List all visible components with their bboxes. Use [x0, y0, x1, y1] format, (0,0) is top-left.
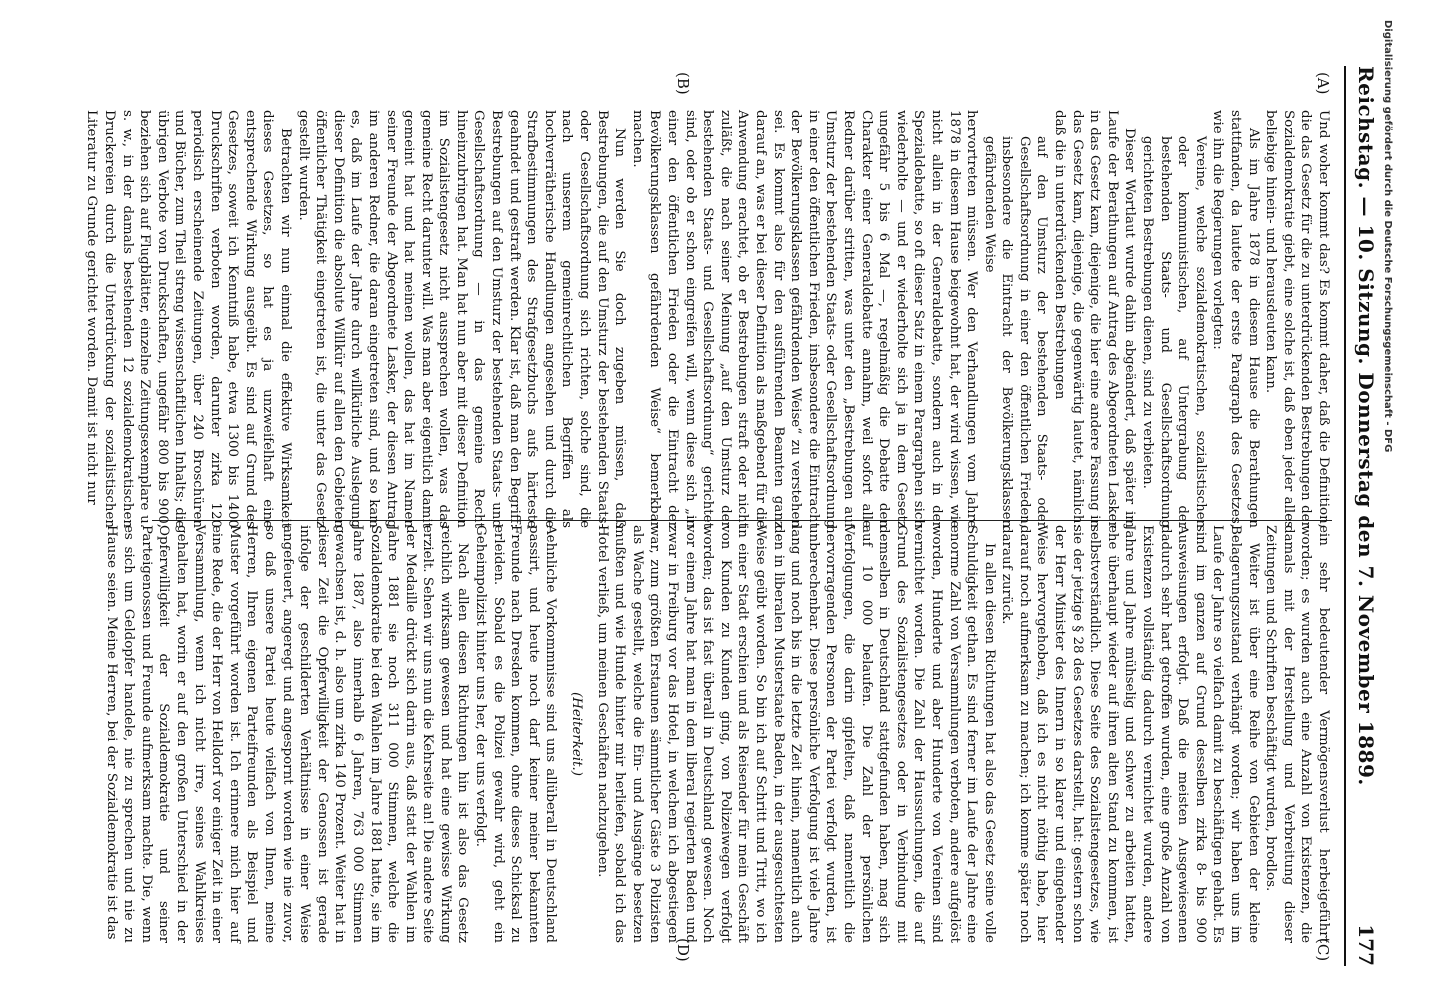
margin-marker-d: (D): [674, 938, 692, 962]
margin-marker-a: (A): [1314, 72, 1332, 95]
paragraph: Aehnliche Vorkommnisse sind uns allüberall in Deutschland passirt, und heute noch darf keiner meiner bekannten Freunde nach Dresden kommen, ohne dieses Schicksal zu erleiden. Sobald es die Polizei gewahr wird, geht ein Geheimpolizist hinter uns her, der uns verfolgt.: [473, 525, 559, 943]
margin-marker-c: (C): [1314, 938, 1332, 962]
paragraph: hervortreten müssen. Wer den Verhandlungen vom Jahre 1878 in diesem Hause beigewohnt hat, der wird wissen, wie nicht allein in der Generaldebatte, sondern auch in der Spezialdebatte, so oft dieser Satz in einem Paragraphen sich wiederholte — und er wiederholte sich ja in dem Gesetz ungefähr 5 bis 6 Mal —, regelmäßig die Debatte den Charakter einer Generaldebatte annahm, weil sofort alle Redner darüber stritten, was unter den „Bestrebungen auf Umsturz der bestehenden Staats- oder Gesellschaftsordnung in einer den öffentlichen Frieden, insbesondere die Eintracht der Bevölkerungsklassen gefährdenden Weise“ zu verstehen sei. Es kommt also für den ausführenden Beamten ganz darauf an, was er bei dieser Definition als maßgebend für die Anwendung erachtet, ob er Bestrebungen straft oder nicht zuläßt, die nach seiner Meinung „auf den Umsturz der bestehenden Staats- und Gesellschaftsordnung“ gerichtet sind, oder ob er schon eingreifen will, wenn diese sich „in einer den öffentlichen Frieden oder die Eintracht der Bevölkerungsklassen gefährdenden Weise“ bemerkbar machen.: [629, 110, 980, 528]
page-number: 177: [1354, 924, 1378, 966]
paragraph: Als im Jahre 1878 in diesem Hause die Berathungen stattfanden, da lautete der erste Paragraph des Gesetzes, wie ihn die Regierungen vorlegten:: [1210, 110, 1261, 528]
paragraph: Und woher kommt das? Es kommt daher, daß die Definition, die das Gesetz für die zu unterdrückenden Bestrebungen der Sozialdemokratie giebt, eine solche ist, daß eben jeder alles beliebige hinein- und herausdeuten kann.: [1263, 110, 1331, 528]
paragraph: In allen diesen Richtungen hat also das Gesetz seine volle Schuldigkeit gethan. Es sind ferner im Laufe der Jahre eine enorme Zahl von Versammlungen verboten, andere aufgelöst worden, Hunderte und aber Hunderte von Vereinen sind vernichtet worden. Die Zahl der Haussuchungen, die auf Grund des Sozialistengesetzes oder in Verbindung mit demselben in Deutschland stattgefunden haben, mag sich auf 10 000 belaufen. Die Zahl der persönlichen Verfolgungen, die darin gipfelten, daß namentlich die hervorragenden Personen der Partei verfolgt wurden, ist unberechenbar. Diese persönliche Verfolgung ist viele Jahre lang und noch bis in die letzte Zeit hinein, namentlich auch den in liberalen Musterstaate Baden, in der ausgesuchtesten Weise geübt worden. So bin ich auf Schritt und Tritt, wo ich in einer Stadt erschien und als Reisender für mein Geschäft von Kunden zu Kunden ging, von Polizeiwegen verfolgt worden; das ist fast überall in Deutschland gewesen. Noch vor einem Jahre hat man in dem liberal regierten Baden und zwar in Freiburg vor das Hotel, in welchem ich abgestiegen war, zum größten Erstaunen sämmtlicher Gäste 3 Polizisten als Wache gestellt, welche die Ein- und Ausgänge besetzen mußten und wie Hunde hinter mir herliefen, sobald ich das Hotel verließ, um meinen Geschäften nachzugehen.: [594, 525, 997, 943]
margin-marker-b: (B): [674, 72, 692, 95]
dfg-credit: [1375, 20, 1393, 820]
left-column: [83, 110, 1332, 528]
paragraph: Nach allen diesen Richtungen hin ist also das Gesetz reichlich wirksam gewesen und hat eine gewisse Wirkung erzielt. Sehen wir uns nun die Kehrseite an! Die andere Seite der Medaille drückt sich darin aus, daß statt der Wahlen im Jahre 1881 sie noch 311 000 Stimmen, welche die Sozialdemokratie bei den Wahlen im Jahre 1881 hatte, sie im Jahre 1887, also innerhalb 6 Jahren, 763 000 Stimmen gewachsen ist, d. h. also um zirka 140 Prozent. Weiter hat in dieser Zeit die Opferwilligkeit der Genossen ist gerade infolge der geschilderten Verhältnisse in einer Weise angefeuert, angeregt und angespornt worden wie nie zuvor, so daß unsere Partei heute vielfach von Ihnen, meine Herren, Ihren eigenen Parteifreunden als Beispiel und Muster vorgeführt worden ist. Ich erinnere mich hier auf eine Rede, die der Herr von Helldorf vor einiger Zeit in einer Versammlung, wenn ich nicht irre, seines Wahlkreises gehalten hat, worin er auf den großen Unterschied in der Opferwilligkeit der Sozialdemokratie und seiner Parteigenossen und Freunde aufmerksam machte. Die, wenn es sich um Geldopfer handele, nie zu sprechen und nie zu Hause seien. Meine Herren, bei der Sozialdemokratie ist das: [103, 525, 471, 943]
paragraph: Dieser Wortlaut wurde dahin abgeändert, daß später im Laufe der Berathungen auf Antrag des Abgeordneten Lasker in das Gesetz kam, diejenige, die hier eine andere Fassung in das Gesetz kam, diejenige, die gegenwärtig lautet, nämlich: daß die in unterdrückenden Bestrebungen: [1052, 110, 1138, 528]
quote: Vereine, welche sozialdemokratischen, sozialistischen oder kommunistischen, auf Untergrabung der bestehenden Staats- und Gesellschaftsordnung gerichteten Bestrebungen dienen, sind zu verbieten.: [1140, 136, 1208, 528]
paragraph: Nun werden Sie doch zugeben müssen, daß Bestrebungen, die auf den Umsturz der bestehenden Staats- oder Gesellschaftsordnung sich richten, solche sind, die nach unserem gemeinrechtlichen Begriffen als hochverrätherische Handlungen angesehen und durch die Strafbestimmungen des Strafgesetzbuchs aufs härteste geahndet und gestraft werden. Klar ist, daß man den Begriff: Bestrebungen auf den Umsturz der bestehenden Staats- und Gesellschaftsordnung — in das gemeine Recht hineinzubringen hat. Man hat nun aber mit dieser Definition im Sozialistengesetz nicht aussprechen wollen, was das gemeine Recht darunter will. Was man aber eigentlich damit gemeint hat und hat meinen wollen, das hat im Namen seiner Freunde der Abgeordnete Lasker, der diesen Antrag im anderen Redner, die daran eingetreten sind, und so kam es, daß im Laufe der Jahre durch willkürliche Auslegung dieser Definition die absolute Willkür auf allen den Gebieten öffentlicher Thätigkeit eingetreten ist, die unter das Gesetz gestellt wurden.: [295, 110, 628, 528]
paragraph: ein sehr bedeutender Vermögensverlust herbeigeführt worden; es wurden auch eine Anzahl von Existenzen, die damals mit der Herstellung und Verbreitung dieser Zeitungen und Schriften beschäftigt wurden, brodlos.: [1263, 525, 1331, 943]
paragraph: Weiter ist über eine Reihe von Gebieten der kleine Belagerungszustand verhängt worden; wir haben uns im Laufe der Jahre so vielfach damit zu beschäftigen gehabt. Es sind im ganzen auf Grund desselben zirka 8- bis 900 Ausweisungen erfolgt. Daß die meisten Ausgewiesenen dadurch sehr hart getroffen wurden, eine große Anzahl von Existenzen vollständig dadurch vernichtet wurden, andere Jahre und Jahre mühselig und schwer zu arbeiten hatten, ehe überhaupt wieder auf ihren alten Stand zu kommen, ist selbstverständlich. Diese Seite des Sozialistengesetzes, wie sie der jetzige § 28 des Gesetzes darstellt, hat: gestern schon der Herr Minister des Innern in so klarer und eingehender Weise hervorgehoben, daß ich es nicht nöthig habe, hier darauf noch aufmerksam zu machen; ich komme später noch darauf zurück.: [999, 525, 1261, 943]
quote: auf den Umsturz der bestehenden Staats- oder Gesellschaftsordnung in einer den öffentlichen Frieden, insbesondere die Eintracht der Bevölkerungsklassen gefährdenden Weise: [981, 136, 1050, 528]
header-title: Reichstag. — 10. Sitzung. Donnerstag den 7. November 1889.: [1354, 66, 1378, 786]
interjection: (Heiterkeit.): [569, 692, 585, 776]
right-column: [102, 525, 1332, 943]
paragraph: Betrachten wir nun einmal die effektive Wirksamkeit dieses Gesetzes, so hat es ja unzweifelhaft eine entsprechende Wirkung ausgeübt. Es sind auf Grund des Gesetzes, soweit ich Kenntniß habe, etwa 1300 bis 1400 Druckschriften verboten worden, darunter zirka 120 periodisch erscheinende Zeitungen, über 240 Broschüren und Bücher, zum Theil streng wissenschaftlichen Inhalts; die übrigen Verbote von Druckschaften, ungefähr 800 bis 900, beziehen sich auf Flugblätter, einzelne Zeitungsexemplare u. s. w., in der damals bestehenden 12 sozialdemokratischen Druckereien durch die Unterdrückung der sozialistischen Literatur zu Grunde gerichtet worden. Damit ist nicht nur: [84, 110, 293, 528]
dfg-credit-text: Digitalisierung gefördert durch die Deutsche Forschungsgemeinschaft - DFG: [1382, 20, 1393, 453]
